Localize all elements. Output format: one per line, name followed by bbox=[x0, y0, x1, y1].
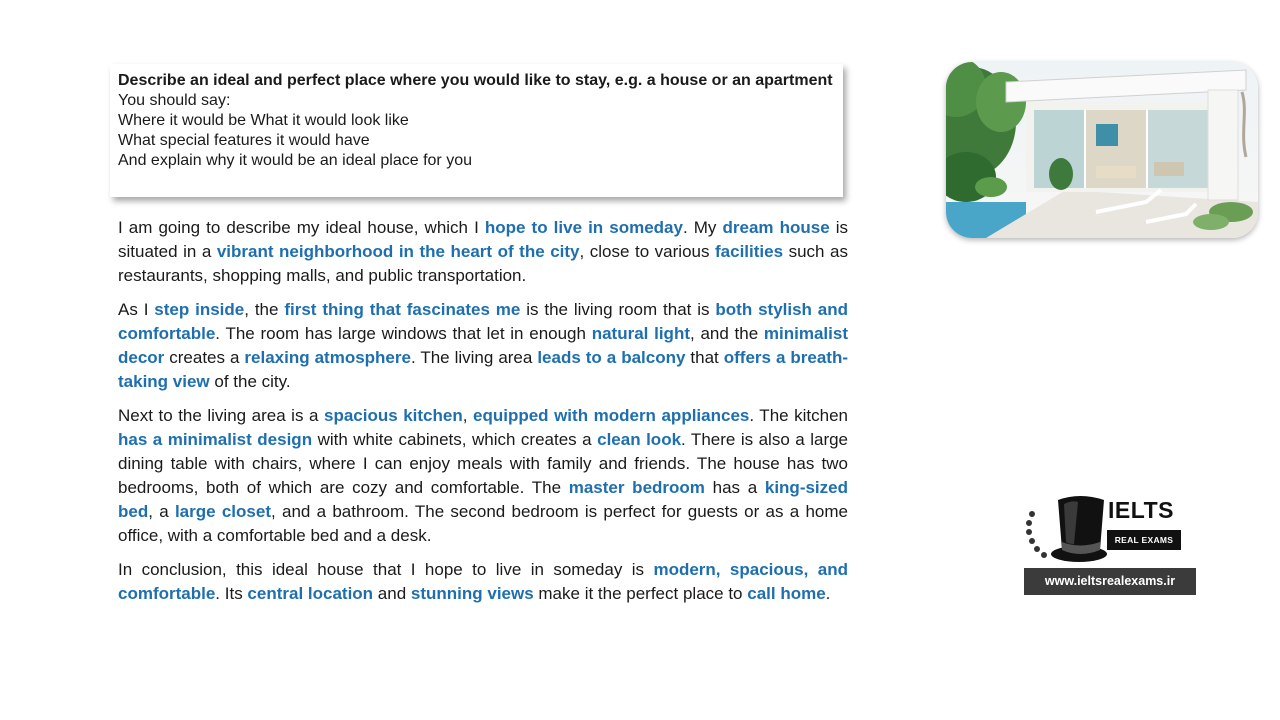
house-photo bbox=[946, 62, 1258, 238]
highlighted-phrase: large closet bbox=[174, 502, 271, 521]
essay-text: , the bbox=[244, 300, 285, 319]
essay-text: As I bbox=[118, 300, 155, 319]
task-card bbox=[110, 64, 843, 197]
essay-text: In conclusion, this ideal house that I hope to live in someday is bbox=[118, 560, 654, 579]
essay-text: make it the perfect place to bbox=[533, 584, 748, 603]
brand-tagline: REAL EXAMS bbox=[1107, 530, 1181, 550]
essay-paragraph bbox=[118, 216, 848, 288]
essay-text: , a bbox=[148, 502, 175, 521]
highlighted-phrase: vibrant neighborhood in the heart of the city bbox=[216, 242, 580, 261]
highlighted-phrase: natural light bbox=[591, 324, 690, 343]
essay-text: of the city. bbox=[209, 372, 291, 391]
highlighted-phrase: call home bbox=[747, 584, 826, 603]
essay-text: I am going to describe my ideal house, which I bbox=[118, 218, 485, 237]
highlighted-phrase: both stylish and comfortable bbox=[118, 300, 849, 343]
highlighted-phrase: minimalist decor bbox=[118, 324, 848, 367]
highlighted-phrase: step inside bbox=[154, 300, 245, 319]
essay-body bbox=[118, 216, 848, 616]
essay-text: and bbox=[373, 584, 411, 603]
highlighted-phrase: hope to live in someday bbox=[484, 218, 683, 237]
highlighted-phrase: facilities bbox=[715, 242, 784, 261]
essay-text: that bbox=[685, 348, 724, 367]
essay-text: , bbox=[462, 406, 473, 425]
highlighted-phrase: has a minimalist design bbox=[118, 430, 313, 449]
essay-text: . There is also a large dining table with chairs, where I can enjoy meals with family and friends. The house has two bedrooms, both of which are cozy and comfortable. The bbox=[118, 430, 849, 497]
essay-text: with white cabinets, which creates a bbox=[312, 430, 598, 449]
highlighted-phrase: spacious kitchen bbox=[323, 406, 463, 425]
brand-wordmark: IELTS bbox=[1108, 497, 1174, 523]
brand-logo-block bbox=[1024, 492, 1196, 596]
essay-text: , close to various bbox=[579, 242, 716, 261]
website-url: www.ieltsrealexams.ir bbox=[1024, 568, 1196, 595]
essay-text: , and the bbox=[690, 324, 764, 343]
highlighted-phrase: master bedroom bbox=[568, 478, 705, 497]
highlighted-phrase: clean look bbox=[597, 430, 682, 449]
essay-text: Next to the living area is a bbox=[118, 406, 324, 425]
essay-text: , and a bathroom. The second bedroom is perfect for guests or as a home office, with a comfortable bed and a desk. bbox=[118, 502, 848, 545]
highlighted-phrase: central location bbox=[247, 584, 374, 603]
magic-hat-icon bbox=[1024, 492, 1108, 568]
essay-text: is situated in a bbox=[118, 218, 849, 261]
highlighted-phrase: relaxing atmosphere bbox=[244, 348, 411, 367]
highlighted-phrase: modern, spacious, and comfortable bbox=[118, 560, 848, 603]
essay-paragraph bbox=[118, 298, 848, 394]
essay-text: . My bbox=[682, 218, 723, 237]
essay-paragraph bbox=[118, 404, 848, 548]
essay-text: is the living room that is bbox=[520, 300, 716, 319]
essay-text: . The kitchen bbox=[749, 406, 848, 425]
essay-text: such as restaurants, shopping malls, and public transportation. bbox=[118, 242, 848, 285]
highlighted-phrase: offers a breath-taking view bbox=[118, 348, 848, 391]
highlighted-phrase: first thing that fascinates me bbox=[284, 300, 521, 319]
highlighted-phrase: king-sized bed bbox=[118, 478, 848, 521]
highlighted-phrase: stunning views bbox=[410, 584, 534, 603]
essay-text: . The room has large windows that let in enough bbox=[215, 324, 592, 343]
essay-text: . Its bbox=[215, 584, 248, 603]
task-line: You should say: bbox=[118, 92, 231, 109]
essay-text: creates a bbox=[164, 348, 245, 367]
essay-paragraph bbox=[118, 558, 848, 606]
task-line: Where it would be What it would look like bbox=[118, 112, 409, 129]
highlighted-phrase: leads to a balcony bbox=[537, 348, 686, 367]
highlighted-phrase: equipped with modern appliances bbox=[473, 406, 750, 425]
essay-text: has a bbox=[704, 478, 765, 497]
task-title: Describe an ideal and perfect place where you would like to stay, e.g. a house or an apartment bbox=[118, 72, 833, 89]
task-line: And explain why it would be an ideal place for you bbox=[118, 152, 472, 169]
essay-text: . The living area bbox=[410, 348, 538, 367]
essay-text: . bbox=[825, 584, 831, 603]
highlighted-phrase: dream house bbox=[722, 218, 830, 237]
task-line: What special features it would have bbox=[118, 132, 370, 149]
